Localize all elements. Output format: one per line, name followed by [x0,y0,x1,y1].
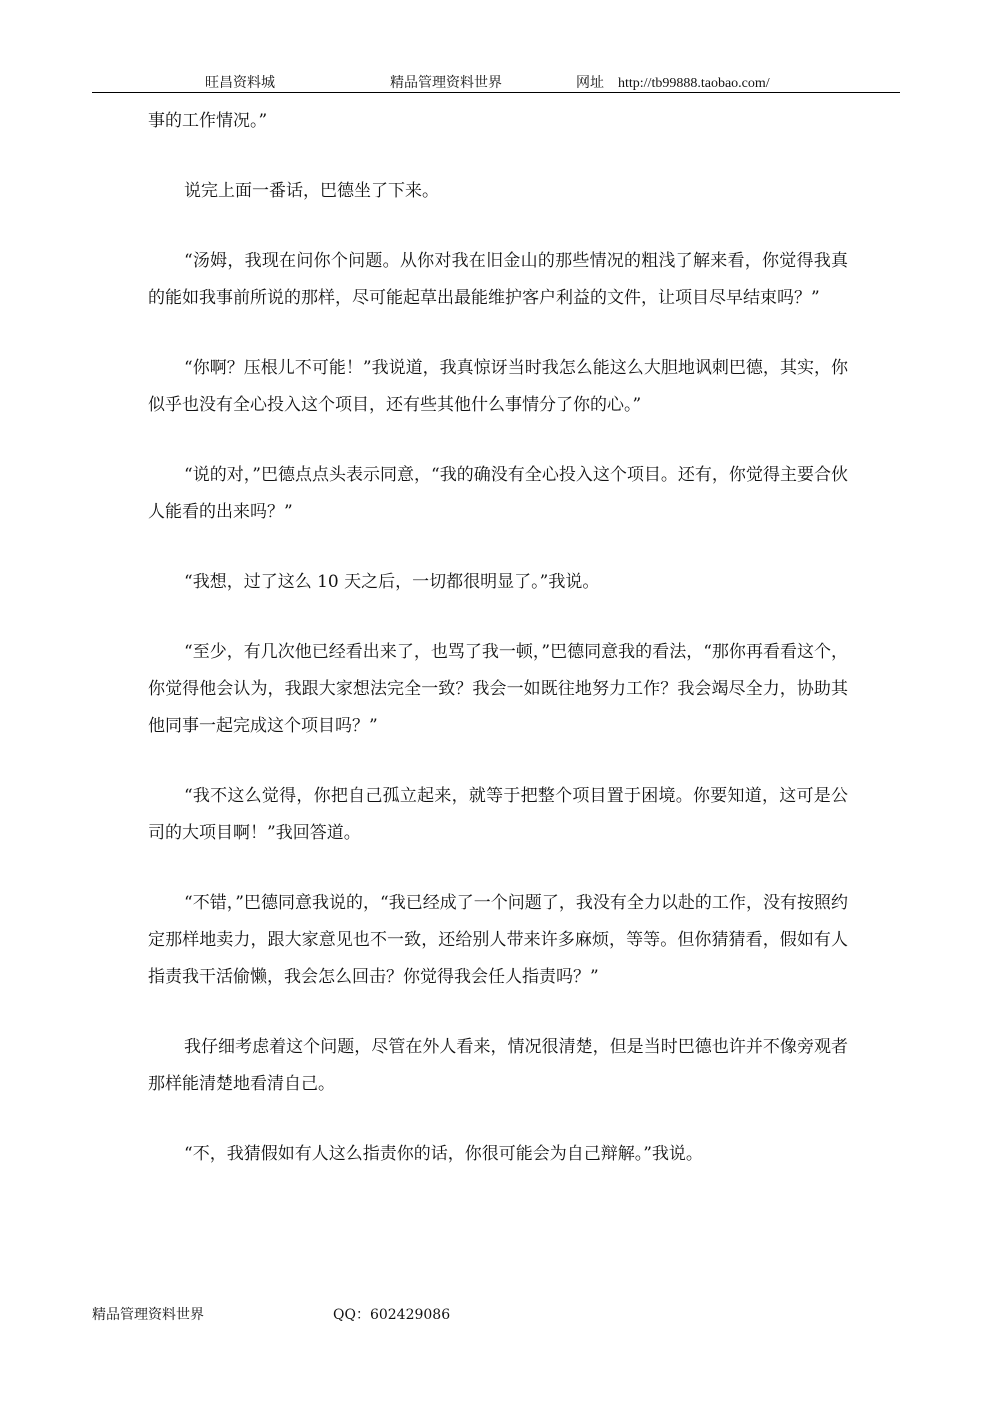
header-url-link[interactable]: http://tb99888.taobao.com/ [618,76,770,91]
document-body [148,103,848,1206]
header-url-label: 网址 [576,75,604,91]
header-shop-name: 旺昌资料城 [205,75,275,91]
paragraph: 事的工作情况。” [148,111,268,131]
paragraph: 我仔细考虑着这个问题，尽管在外人看来，情况很清楚，但是当时巴德也许并不像旁观者那样能清楚地看清自己。 [148,1037,848,1094]
paragraph: “我不这么觉得，你把自己孤立起来，就等于把整个项目置于困境。你要知道，这可是公司的大项目啊！”我回答道。 [148,786,848,843]
paragraph: “至少，有几次他已经看出来了，也骂了我一顿，”巴德同意我的看法，“那你再看看这个，你觉得他会认为，我跟大家想法完全一致？我会一如既往地努力工作？我会竭尽全力，协助其他同事一起完成这个项目吗？” [148,642,848,736]
paragraph: “不错，”巴德同意我说的，“我已经成了一个问题了，我没有全力以赴的工作，没有按照约定那样地卖力，跟大家意见也不一致，还给别人带来许多麻烦，等等。但你猜猜看，假如有人指责我干活偷懒，我会怎么回击？你觉得我会任人指责吗？” [148,893,848,987]
paragraph: “我想，过了这么 10 天之后，一切都很明显了。”我说。 [184,572,600,592]
paragraph: 说完上面一番话，巴德坐了下来。 [184,181,439,201]
footer-brand: 精品管理资料世界 [92,1307,204,1323]
page-header [92,70,900,93]
paragraph: “汤姆，我现在问你个问题。从你对我在旧金山的那些情况的粗浅了解来看，你觉得我真的能如我事前所说的那样，尽可能起草出最能维护客户利益的文件，让项目尽早结束吗？” [148,251,848,308]
footer-qq: QQ：602429086 [333,1307,451,1323]
paragraph: “不，我猜假如有人这么指责你的话，你很可能会为自己辩解。”我说。 [184,1144,703,1164]
header-url [576,72,770,92]
paragraph: “你啊？压根儿不可能！”我说道，我真惊讶当时我怎么能这么大胆地讽刺巴德，其实，你似乎也没有全心投入这个项目，还有些其他什么事情分了你的心。” [148,358,848,415]
paragraph: “说的对，”巴德点点头表示同意，“我的确没有全心投入这个项目。还有，你觉得主要合伙人能看的出来吗？” [148,465,848,522]
header-brand: 精品管理资料世界 [390,75,502,91]
